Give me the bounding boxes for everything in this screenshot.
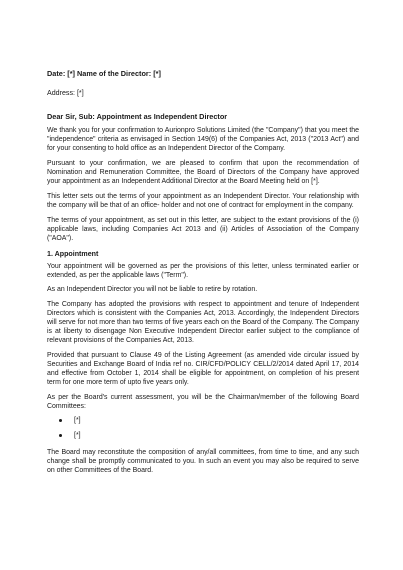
bullet-icon (59, 419, 62, 422)
date-director-line: Date: [*] Name of the Director: [*] (47, 69, 161, 78)
section-heading-appointment: 1. Appointment (47, 250, 99, 258)
paragraph-clause-49: Provided that pursuant to Clause 49 of the Listing Agreement (as amended vide circular issued by Securities and Exchange Board of India ref no. CIR/CFD/POLICY CELL/2/2014 dated April 17, 2014 and effective from October 1, 2014 shall be eligible for appointment, on completion of his present term for one more term of upto five years only. (47, 352, 359, 386)
paragraph-extant-provisions: The terms of your appointment, as set out in this letter, are subject to the extant provisions of the (i) applicable laws, including Companies Act 2013 and (ii) Articles of Association of the Company ("AOA"). (47, 217, 359, 242)
list-item (59, 428, 359, 443)
paragraph-assessment: As per the Board's current assessment, you will be the Chairman/member of the following Board Committees: (47, 394, 359, 410)
paragraph-reconstitute: The Board may reconstitute the composition of any/all committees, from time to time, and any such change shall be promptly communicated to you. In such an event you may also be required to serve on other Committees of the Board. (47, 449, 359, 474)
paragraph-tenure: The Company has adopted the provisions with respect to appointment and tenure of Independent Directors which is consistent with the Companies Act, 2013. Accordingly, the Independent Directors will serve for not more than two terms of five years each on the Board of the Company. The Company is at liberty to disengage Non Executive Independent Director earlier subject to the compliance of relevant provisions of the Companies Act, 2013. (47, 301, 359, 344)
paragraph-thanks: We thank you for your confirmation to Aurionpro Solutions Limited (the "Company") that you meet the "independence" criteria as envisaged in Section 149(6) of the Companies Act, 2013 ("2013 Act") and for your consenting to hold office as an Independent Director of the Company. (47, 127, 359, 152)
committee-placeholder: [*] (74, 431, 81, 439)
list-item (59, 413, 359, 428)
paragraph-terms-intro: This letter sets out the terms of your appointment as an Independent Director. Your relationship with the company will be that of an office- holder and not one of contract for employment in the company. (47, 193, 359, 209)
paragraph-governed: Your appointment will be governed as per the provisions of this letter, unless terminated earlier or extended, as per the applicable laws ("Term"). (47, 263, 359, 279)
paragraph-rotation: As an Independent Director you will not be liable to retire by rotation. (47, 286, 258, 293)
address-line: Address: [*] (47, 89, 84, 97)
committee-list (47, 413, 359, 443)
bullet-icon (59, 434, 62, 437)
committee-placeholder: [*] (74, 416, 81, 424)
paragraph-confirmation: Pursuant to your confirmation, we are pleased to confirm that upon the recommendation of Nomination and Remuneration Committee, the Board of Directors of the Company have approved your appointment as an Independent Additional Director at the Board Meeting held on [*]. (47, 160, 359, 185)
salutation-subject: Dear Sir, Sub: Appointment as Independent Director (47, 112, 228, 121)
